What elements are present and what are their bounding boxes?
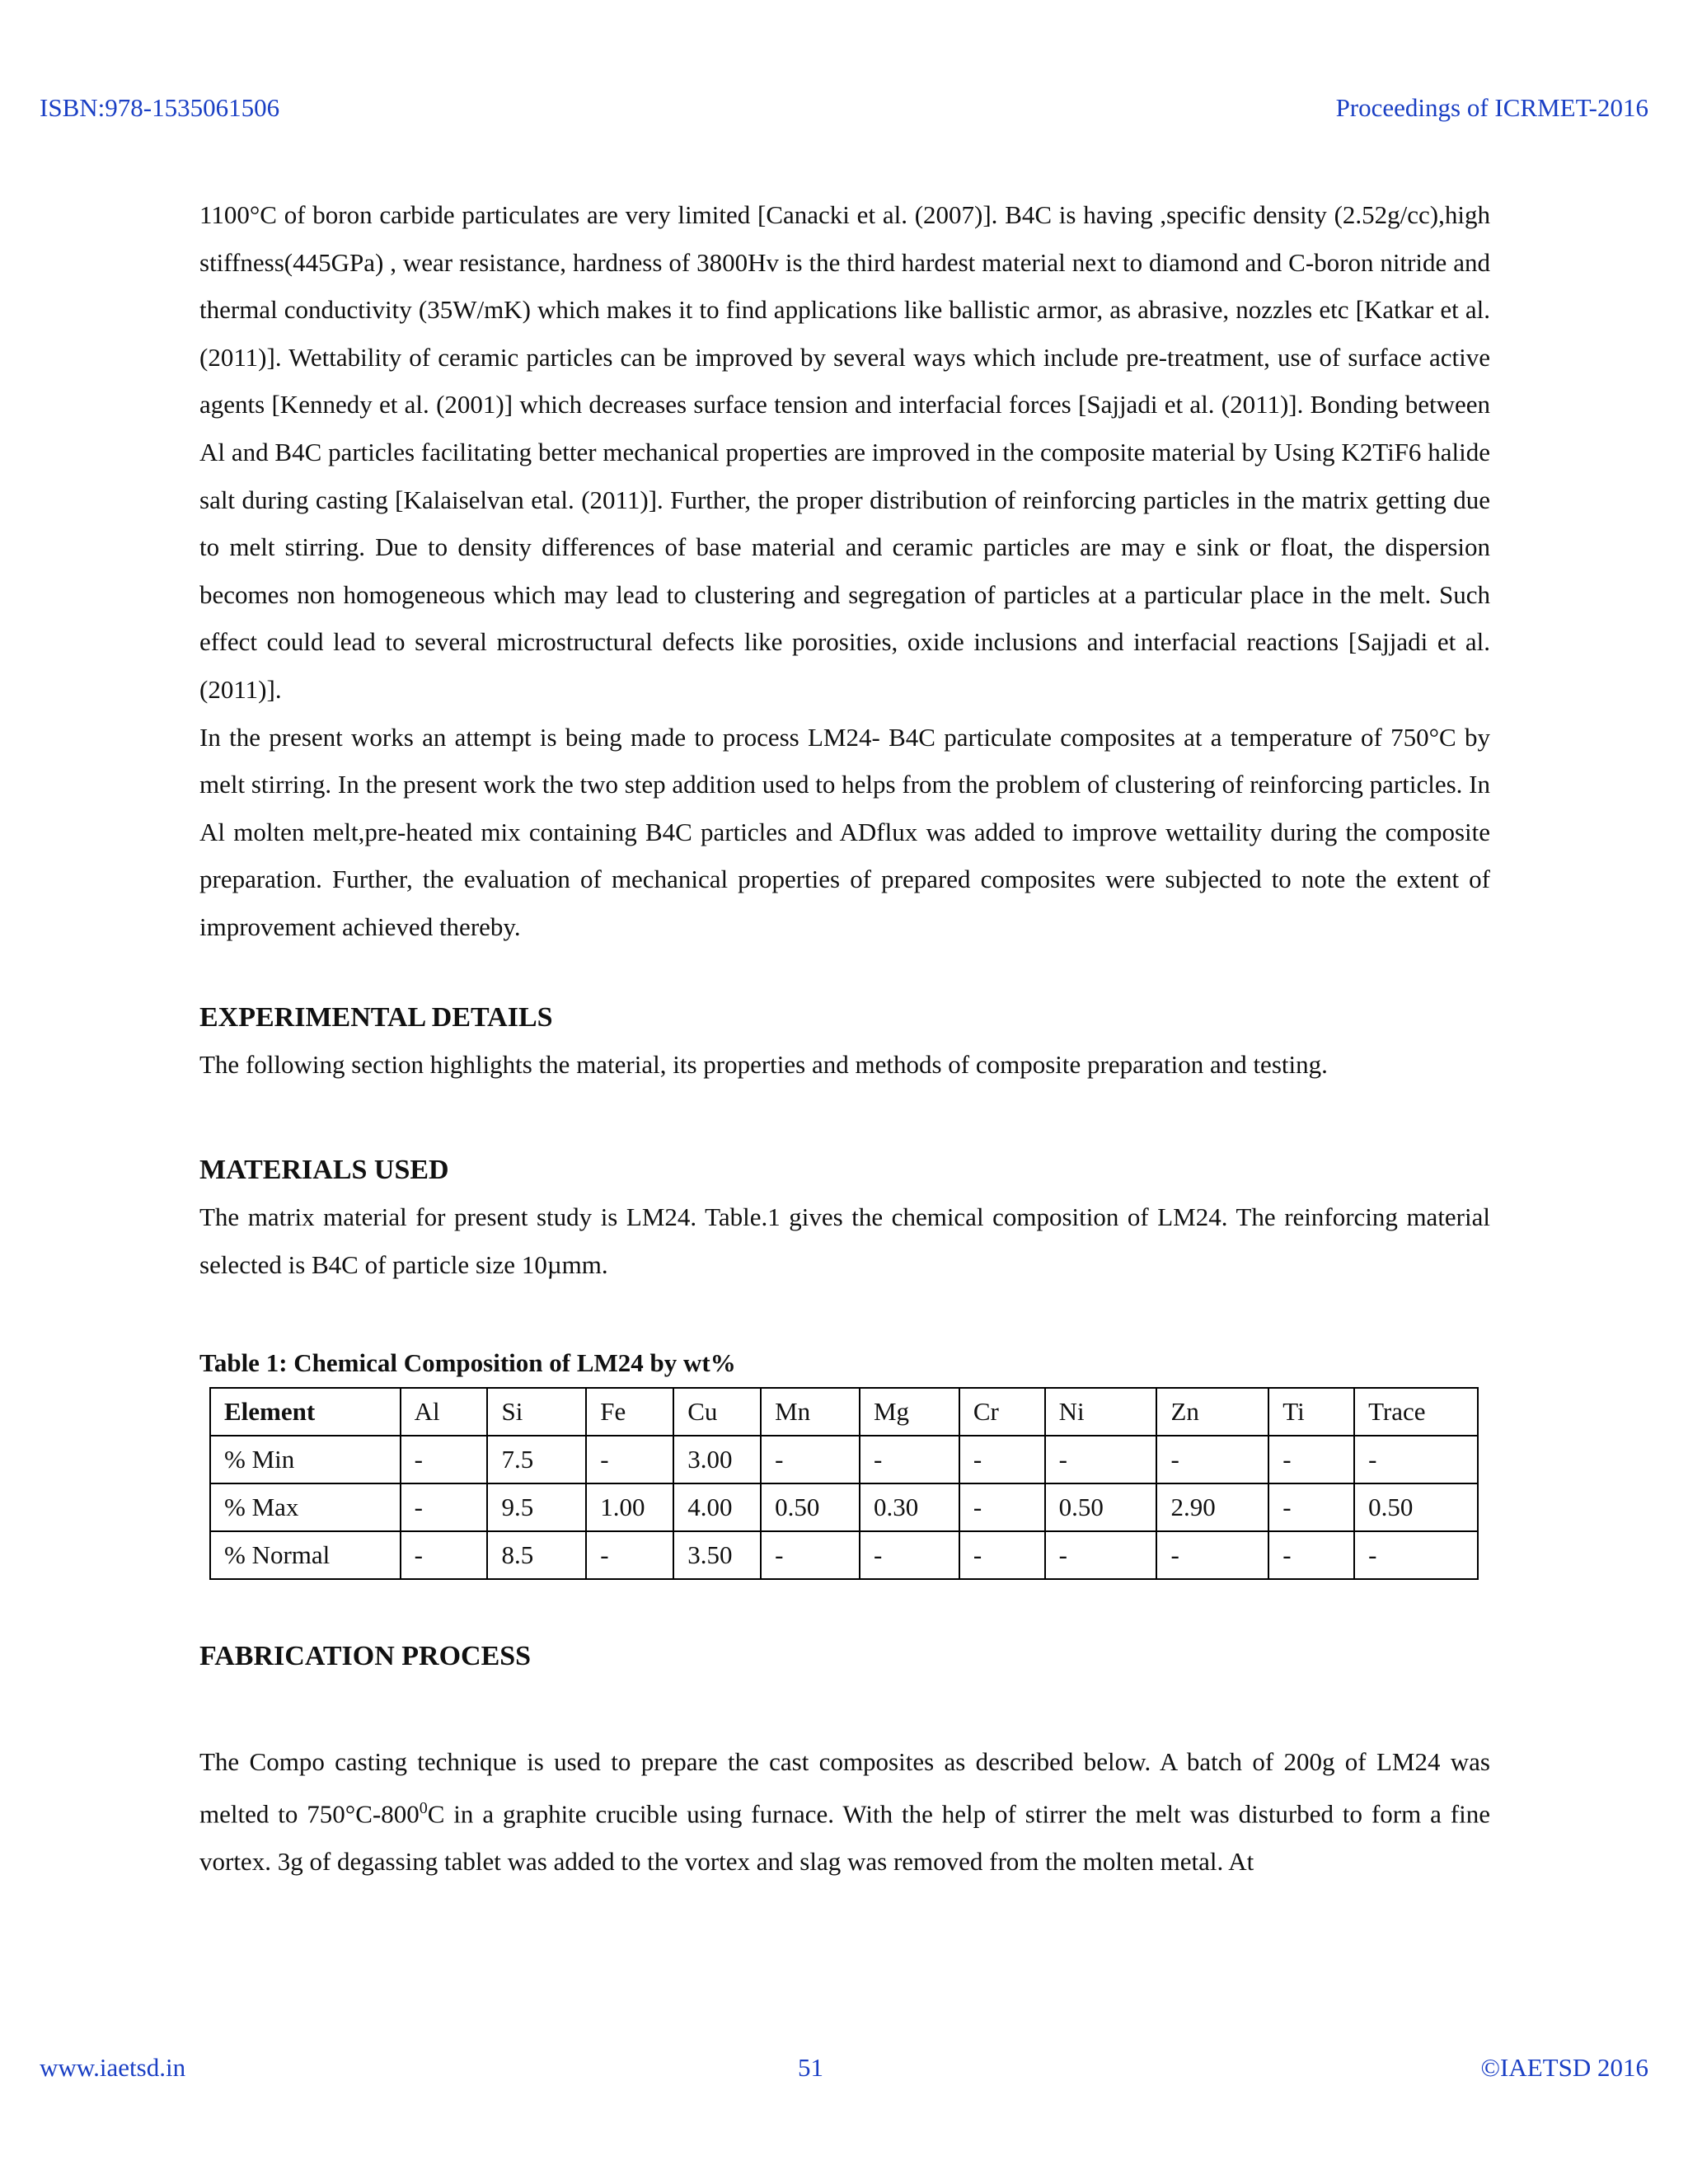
footer-page-number: 51 [798, 2053, 823, 2082]
materials-used-heading: MATERIALS USED [199, 1154, 449, 1185]
table-cell: % Max [210, 1483, 401, 1531]
table-cell: 9.5 [487, 1483, 586, 1531]
table-cell: - [959, 1436, 1045, 1483]
table-cell: 3.50 [673, 1531, 761, 1579]
table-cell: - [761, 1436, 860, 1483]
table-header-cell: Element [210, 1388, 401, 1436]
fabrication-process-heading: FABRICATION PROCESS [199, 1641, 532, 1672]
table-cell: - [1268, 1531, 1354, 1579]
table-cell: - [1354, 1436, 1478, 1483]
intro-paragraph: 1100°C of boron carbide particulates are very limited [Canacki et al. (2007)]. B4C is having ,specific density (2.52g/cc),high stiffness(445GPa) , wear resistance, hardness of 3800Hv is the third hardest material next to diamond and C-boron nitride and thermal conductivity (35W/mK) which makes it to find applications like ballistic armor, as abrasive, nozzles etc [Katkar et al. (2011)]. Wettability of ceramic particles can be improved by several ways which include pre-treatment, use of surface active agents [Kennedy et al. (2001)] which decreases surface tension and interfacial forces [Sajjadi et al. (2011)]. Bonding between Al and B4C particles facilitating better mechanical properties are improved in the composite material by Using K2TiF6 halide salt during casting [Kalaiselvan etal. (2011)]. Further, the proper distribution of reinforcing particles in the matrix getting due to melt stirring. Due to density differences of base material and ceramic particles are may e sink or float, the dispersion becomes non homogeneous which may lead to clustering and segregation of particles at a particular place in the melt. Such effect could lead to several microstructural defects like porosities, oxide inclusions and interfacial reactions [Sajjadi et al.(2011)]. [199, 200, 1490, 704]
composition-table [209, 1387, 1479, 1580]
table-header-cell: Al [401, 1388, 488, 1436]
table-cell: 0.50 [761, 1483, 860, 1531]
header-isbn: ISBN:978-1535061506 [40, 93, 280, 122]
table-row [210, 1436, 1478, 1483]
table-cell: % Min [210, 1436, 401, 1483]
table-header-cell: Cu [673, 1388, 761, 1436]
table-cell: - [761, 1531, 860, 1579]
table-cell: - [586, 1436, 673, 1483]
table-header-cell: Ti [1268, 1388, 1354, 1436]
table-header-cell: Ni [1045, 1388, 1157, 1436]
table-header-cell: Mn [761, 1388, 860, 1436]
table-header-cell: Fe [586, 1388, 673, 1436]
table-caption: Table 1: Chemical Composition of LM24 by wt% [199, 1348, 736, 1378]
table-header-cell: Trace [1354, 1388, 1478, 1436]
table-cell: 2.90 [1156, 1483, 1268, 1531]
fabrication-paragraph [199, 1738, 1490, 1886]
table-cell: - [959, 1483, 1045, 1531]
table-cell: - [401, 1483, 488, 1531]
table-cell: - [586, 1531, 673, 1579]
present-work-paragraph: In the present works an attempt is being made to process LM24- B4C particulate composites at a temperature of 750°C by melt stirring. In the present work the two step addition used to helps from the problem of clustering of reinforcing particles. In Al molten melt,pre-heated mix containing B4C particles and ADflux was added to improve wettaility during the composite preparation. Further, the evaluation of mechanical properties of prepared composites were subjected to note the extent of improvement achieved thereby. [199, 722, 1490, 941]
table-header-cell: Mg [860, 1388, 959, 1436]
table-cell: 8.5 [487, 1531, 586, 1579]
footer-website[interactable]: www.iaetsd.in [40, 2053, 186, 2082]
fabrication-text-b: C in a graphite crucible using furnace. With the help of stirrer the melt was disturbed to form a fine vortex. 3g of degassing tablet was added to the vortex and slag was removed from the molten metal. At [199, 1799, 1490, 1877]
table-cell: - [1354, 1531, 1478, 1579]
table-cell: - [860, 1436, 959, 1483]
table-cell: 3.00 [673, 1436, 761, 1483]
table-cell: - [1156, 1531, 1268, 1579]
table-cell: - [401, 1436, 488, 1483]
table-row [210, 1531, 1478, 1579]
table-header-cell: Si [487, 1388, 586, 1436]
table-cell: - [959, 1531, 1045, 1579]
table-cell: - [1045, 1531, 1157, 1579]
table-row [210, 1483, 1478, 1531]
table-header-cell: Zn [1156, 1388, 1268, 1436]
page-content [199, 191, 1490, 1886]
fabrication-text-a: The Compo casting technique is used to prepare the cast composites as described below. A batch of 200g of LM24 was melted to 750°C-800 [199, 1746, 1490, 1829]
table-cell: - [401, 1531, 488, 1579]
materials-used-paragraph: The matrix material for present study is LM24. Table.1 gives the chemical composition of LM24. The reinforcing material selected is B4C of particle size 10µmm. [199, 1202, 1490, 1279]
header-proceedings: Proceedings of ICRMET-2016 [1335, 93, 1648, 122]
degree-superscript: 0 [419, 1799, 428, 1818]
table-cell: 0.30 [860, 1483, 959, 1531]
table-cell: - [1045, 1436, 1157, 1483]
table-cell: 4.00 [673, 1483, 761, 1531]
table-cell: 7.5 [487, 1436, 586, 1483]
table-cell: - [860, 1531, 959, 1579]
table-cell: - [1156, 1436, 1268, 1483]
table-header-cell: Cr [959, 1388, 1045, 1436]
experimental-details-heading: EXPERIMENTAL DETAILS [199, 1001, 553, 1033]
table-cell: 1.00 [586, 1483, 673, 1531]
footer-copyright: ©IAETSD 2016 [1480, 2053, 1648, 2082]
table-cell: 0.50 [1045, 1483, 1157, 1531]
table-header-row [210, 1388, 1478, 1436]
table-cell: - [1268, 1436, 1354, 1483]
table-cell: % Normal [210, 1531, 401, 1579]
table-cell: 0.50 [1354, 1483, 1478, 1531]
table-cell: - [1268, 1483, 1354, 1531]
experimental-details-paragraph: The following section highlights the material, its properties and methods of composite preparation and testing. [199, 1050, 1328, 1080]
